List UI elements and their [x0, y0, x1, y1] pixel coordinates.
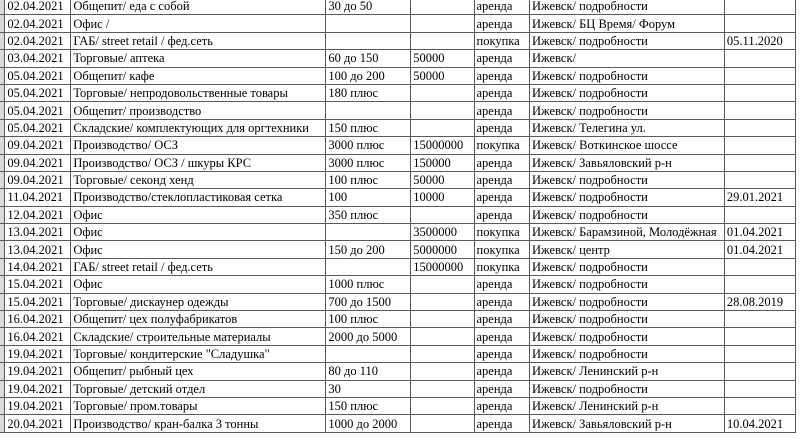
area-cell[interactable]: 30 до 50	[326, 0, 411, 15]
property-type-cell[interactable]: Производство/стеклопластиковая сетка	[71, 189, 326, 206]
price-cell[interactable]	[411, 32, 474, 49]
property-type-cell[interactable]: Складские/ комплектующих для оргтехники	[71, 119, 326, 136]
property-type-cell[interactable]: Общепит/ рыбный цех	[71, 363, 326, 380]
updated-date-cell[interactable]	[724, 50, 795, 67]
location-cell[interactable]: Ижевск/ подробности	[530, 171, 725, 188]
price-cell[interactable]	[411, 102, 474, 119]
price-cell[interactable]	[411, 0, 474, 15]
property-type-cell[interactable]: Торговые/ секонд хенд	[71, 171, 326, 188]
updated-date-cell[interactable]	[724, 206, 795, 223]
area-cell[interactable]: 1000 плюс	[326, 276, 411, 293]
date-cell[interactable]: 09.04.2021	[5, 137, 71, 154]
deal-type-cell[interactable]: покупка	[474, 258, 530, 275]
location-cell[interactable]: Ижевск/ центр	[530, 241, 725, 258]
date-cell[interactable]: 02.04.2021	[5, 32, 71, 49]
area-cell[interactable]: 3000 плюс	[326, 137, 411, 154]
table-row	[0, 224, 796, 241]
location-cell[interactable]: Ижевск/ подробности	[530, 0, 725, 15]
date-cell[interactable]: 05.04.2021	[5, 84, 71, 101]
price-cell[interactable]: 15000000	[411, 137, 474, 154]
area-cell[interactable]: 80 до 110	[326, 363, 411, 380]
updated-date-cell[interactable]	[724, 276, 795, 293]
table-row	[0, 328, 796, 345]
price-cell[interactable]	[411, 363, 474, 380]
date-cell[interactable]: 16.04.2021	[5, 311, 71, 328]
table-row	[0, 0, 796, 15]
property-type-cell[interactable]: Складские/ строительные материалы	[71, 328, 326, 345]
property-type-cell[interactable]: ГАБ/ street retail / фед.сеть	[71, 32, 326, 49]
price-cell[interactable]: 3500000	[411, 224, 474, 241]
property-type-cell[interactable]: Офис	[71, 224, 326, 241]
price-cell[interactable]	[411, 415, 474, 432]
property-type-cell[interactable]: Производство/ ОСЗ / шкуры КРС	[71, 154, 326, 171]
table-row	[0, 119, 796, 136]
updated-date-cell[interactable]: 28.08.2019	[724, 293, 795, 310]
location-cell[interactable]: Ижевск/ Ленинский р-н	[530, 397, 725, 414]
price-cell[interactable]	[411, 84, 474, 101]
deal-type-cell[interactable]: аренда	[474, 276, 530, 293]
updated-date-cell[interactable]	[724, 380, 795, 397]
area-cell[interactable]	[326, 345, 411, 362]
deal-type-cell[interactable]: аренда	[474, 206, 530, 223]
updated-date-cell[interactable]	[724, 84, 795, 101]
updated-date-cell[interactable]: 10.04.2021	[724, 415, 795, 432]
price-cell[interactable]	[411, 293, 474, 310]
table-row	[0, 67, 796, 84]
date-cell[interactable]: 15.04.2021	[5, 276, 71, 293]
price-cell[interactable]: 50000	[411, 67, 474, 84]
table-row	[0, 50, 796, 67]
deal-type-cell[interactable]: аренда	[474, 102, 530, 119]
property-type-cell[interactable]: Торговые/ кондитерские "Сладушка"	[71, 345, 326, 362]
date-cell[interactable]: 19.04.2021	[5, 380, 71, 397]
property-type-cell[interactable]: Офис	[71, 241, 326, 258]
area-cell[interactable]: 100	[326, 189, 411, 206]
updated-date-cell[interactable]	[724, 258, 795, 275]
table-row	[0, 206, 796, 223]
date-cell[interactable]: 19.04.2021	[5, 345, 71, 362]
location-cell[interactable]: Ижевск/ подробности	[530, 206, 725, 223]
table-row	[0, 363, 796, 380]
table-row	[0, 15, 796, 32]
date-cell[interactable]: 20.04.2021	[5, 415, 71, 432]
date-cell[interactable]: 13.04.2021	[5, 241, 71, 258]
price-cell[interactable]: 5000000	[411, 241, 474, 258]
date-cell[interactable]: 14.04.2021	[5, 258, 71, 275]
price-cell[interactable]: 50000	[411, 50, 474, 67]
updated-date-cell[interactable]: 01.04.2021	[724, 224, 795, 241]
area-cell[interactable]: 150 до 200	[326, 241, 411, 258]
deal-type-cell[interactable]: аренда	[474, 84, 530, 101]
property-type-cell[interactable]: Общепит/ производство	[71, 102, 326, 119]
table-row	[0, 311, 796, 328]
property-type-cell[interactable]: Производство/ кран-балка 3 тонны	[71, 415, 326, 432]
table-row	[0, 102, 796, 119]
area-cell[interactable]: 30	[326, 380, 411, 397]
deal-type-cell[interactable]: аренда	[474, 171, 530, 188]
area-cell[interactable]: 150 плюс	[326, 119, 411, 136]
property-type-cell[interactable]: ГАБ/ street retail / фед.сеть	[71, 258, 326, 275]
area-cell[interactable]	[326, 15, 411, 32]
location-cell[interactable]: Ижевск/ Барамзиной, Молодёжная	[530, 224, 725, 241]
area-cell[interactable]	[326, 102, 411, 119]
date-cell[interactable]: 19.04.2021	[5, 363, 71, 380]
price-cell[interactable]: 50000	[411, 171, 474, 188]
price-cell[interactable]: 10000	[411, 189, 474, 206]
date-cell[interactable]: 19.04.2021	[5, 397, 71, 414]
updated-date-cell[interactable]	[724, 0, 795, 15]
deal-type-cell[interactable]: покупка	[474, 137, 530, 154]
price-cell[interactable]	[411, 397, 474, 414]
deal-type-cell[interactable]: аренда	[474, 328, 530, 345]
property-type-cell[interactable]: Торговые/ аптека	[71, 50, 326, 67]
table-row	[0, 397, 796, 414]
date-cell[interactable]: 05.04.2021	[5, 67, 71, 84]
area-cell[interactable]: 3000 плюс	[326, 154, 411, 171]
deal-type-cell[interactable]: аренда	[474, 50, 530, 67]
property-type-cell[interactable]: Офис	[71, 276, 326, 293]
price-cell[interactable]	[411, 345, 474, 362]
updated-date-cell[interactable]	[724, 137, 795, 154]
updated-date-cell[interactable]	[724, 311, 795, 328]
deal-type-cell[interactable]: аренда	[474, 119, 530, 136]
deal-type-cell[interactable]: аренда	[474, 380, 530, 397]
updated-date-cell[interactable]	[724, 67, 795, 84]
price-cell[interactable]: 150000	[411, 154, 474, 171]
date-cell[interactable]: 09.04.2021	[5, 171, 71, 188]
location-cell[interactable]: Ижевск/ Воткинское шоссе	[530, 137, 725, 154]
area-cell[interactable]: 100 плюс	[326, 171, 411, 188]
location-cell[interactable]: Ижевск/ подробности	[530, 67, 725, 84]
area-cell[interactable]: 180 плюс	[326, 84, 411, 101]
date-cell[interactable]: 16.04.2021	[5, 328, 71, 345]
table-row	[0, 241, 796, 258]
property-type-cell[interactable]: Офис /	[71, 15, 326, 32]
date-cell[interactable]: 12.04.2021	[5, 206, 71, 223]
property-type-cell[interactable]: Общепит/ кафе	[71, 67, 326, 84]
table-row	[0, 415, 796, 432]
date-cell[interactable]: 02.04.2021	[5, 0, 71, 15]
location-cell[interactable]: Ижевск/ подробности	[530, 84, 725, 101]
deal-type-cell[interactable]: покупка	[474, 224, 530, 241]
price-cell[interactable]	[411, 311, 474, 328]
area-cell[interactable]: 100 до 200	[326, 67, 411, 84]
deal-type-cell[interactable]: аренда	[474, 293, 530, 310]
table-row	[0, 293, 796, 310]
property-type-cell[interactable]: Общепит/ цех полуфабрикатов	[71, 311, 326, 328]
location-cell[interactable]: Ижевск/ подробности	[530, 258, 725, 275]
date-cell[interactable]: 09.04.2021	[5, 154, 71, 171]
property-type-cell[interactable]: Общепит/ еда с собой	[71, 0, 326, 15]
area-cell[interactable]	[326, 258, 411, 275]
date-cell[interactable]: 03.04.2021	[5, 50, 71, 67]
updated-date-cell[interactable]: 29.01.2021	[724, 189, 795, 206]
location-cell[interactable]: Ижевск/	[530, 50, 725, 67]
price-cell[interactable]	[411, 380, 474, 397]
updated-date-cell[interactable]	[724, 102, 795, 119]
location-cell[interactable]: Ижевск/ Ленинский р-н	[530, 363, 725, 380]
price-cell[interactable]: 15000000	[411, 258, 474, 275]
property-type-cell[interactable]: Торговые/ детский отдел	[71, 380, 326, 397]
deal-type-cell[interactable]: аренда	[474, 363, 530, 380]
date-cell[interactable]: 05.04.2021	[5, 102, 71, 119]
deal-type-cell[interactable]: аренда	[474, 345, 530, 362]
area-cell[interactable]: 100 плюс	[326, 311, 411, 328]
price-cell[interactable]	[411, 119, 474, 136]
price-cell[interactable]	[411, 15, 474, 32]
location-cell[interactable]: Ижевск/ подробности	[530, 380, 725, 397]
location-cell[interactable]: Ижевск/ подробности	[530, 276, 725, 293]
updated-date-cell[interactable]	[724, 363, 795, 380]
updated-date-cell[interactable]: 01.04.2021	[724, 241, 795, 258]
table-row	[0, 171, 796, 188]
updated-date-cell[interactable]	[724, 345, 795, 362]
location-cell[interactable]: Ижевск/ Завьяловский р-н	[530, 154, 725, 171]
location-cell[interactable]: Ижевск/ подробности	[530, 189, 725, 206]
location-cell[interactable]: Ижевск/ Телегина ул.	[530, 119, 725, 136]
location-cell[interactable]: Ижевск/ подробности	[530, 32, 725, 49]
area-cell[interactable]: 1000 до 2000	[326, 415, 411, 432]
price-cell[interactable]	[411, 276, 474, 293]
price-cell[interactable]	[411, 206, 474, 223]
table-row	[0, 137, 796, 154]
updated-date-cell[interactable]	[724, 397, 795, 414]
location-cell[interactable]: Ижевск/ подробности	[530, 345, 725, 362]
area-cell[interactable]: 2000 до 5000	[326, 328, 411, 345]
table-row	[0, 84, 796, 101]
deal-type-cell[interactable]: аренда	[474, 0, 530, 15]
deal-type-cell[interactable]: аренда	[474, 415, 530, 432]
date-cell[interactable]: 15.04.2021	[5, 293, 71, 310]
table-row	[0, 154, 796, 171]
deal-type-cell[interactable]: аренда	[474, 311, 530, 328]
property-type-cell[interactable]: Торговые/ пром.товары	[71, 397, 326, 414]
area-cell[interactable]: 700 до 1500	[326, 293, 411, 310]
location-cell[interactable]: Ижевск/ подробности	[530, 311, 725, 328]
deal-type-cell[interactable]: аренда	[474, 15, 530, 32]
table-row	[0, 189, 796, 206]
property-type-cell[interactable]: Торговые/ непродовольственные товары	[71, 84, 326, 101]
area-cell[interactable]	[326, 224, 411, 241]
table-row	[0, 276, 796, 293]
deal-type-cell[interactable]: покупка	[474, 32, 530, 49]
updated-date-cell[interactable]	[724, 171, 795, 188]
location-cell[interactable]: Ижевск/ подробности	[530, 293, 725, 310]
location-cell[interactable]: Ижевск/ подробности	[530, 328, 725, 345]
table-row	[0, 380, 796, 397]
area-cell[interactable]	[326, 32, 411, 49]
updated-date-cell[interactable]	[724, 328, 795, 345]
updated-date-cell[interactable]: 05.11.2020	[724, 32, 795, 49]
deal-type-cell[interactable]: аренда	[474, 67, 530, 84]
location-cell[interactable]: Ижевск/ Завьяловский р-н	[530, 415, 725, 432]
date-cell[interactable]: 13.04.2021	[5, 224, 71, 241]
updated-date-cell[interactable]	[724, 154, 795, 171]
table-row	[0, 345, 796, 362]
updated-date-cell[interactable]	[724, 15, 795, 32]
property-type-cell[interactable]: Офис	[71, 206, 326, 223]
location-cell[interactable]: Ижевск/ подробности	[530, 102, 725, 119]
property-type-cell[interactable]: Торговые/ дискаунер одежды	[71, 293, 326, 310]
table-row	[0, 32, 796, 49]
updated-date-cell[interactable]	[724, 119, 795, 136]
deal-type-cell[interactable]: аренда	[474, 397, 530, 414]
price-cell[interactable]	[411, 328, 474, 345]
date-cell[interactable]: 02.04.2021	[5, 15, 71, 32]
property-type-cell[interactable]: Производство/ ОСЗ	[71, 137, 326, 154]
area-cell[interactable]: 150 плюс	[326, 397, 411, 414]
deal-type-cell[interactable]: аренда	[474, 154, 530, 171]
area-cell[interactable]: 350 плюс	[326, 206, 411, 223]
deal-type-cell[interactable]: покупка	[474, 241, 530, 258]
table-row	[0, 258, 796, 275]
area-cell[interactable]: 60 до 150	[326, 50, 411, 67]
location-cell[interactable]: Ижевск/ БЦ Время/ Форум	[530, 15, 725, 32]
date-cell[interactable]: 05.04.2021	[5, 119, 71, 136]
date-cell[interactable]: 11.04.2021	[5, 189, 71, 206]
deal-type-cell[interactable]: аренда	[474, 189, 530, 206]
